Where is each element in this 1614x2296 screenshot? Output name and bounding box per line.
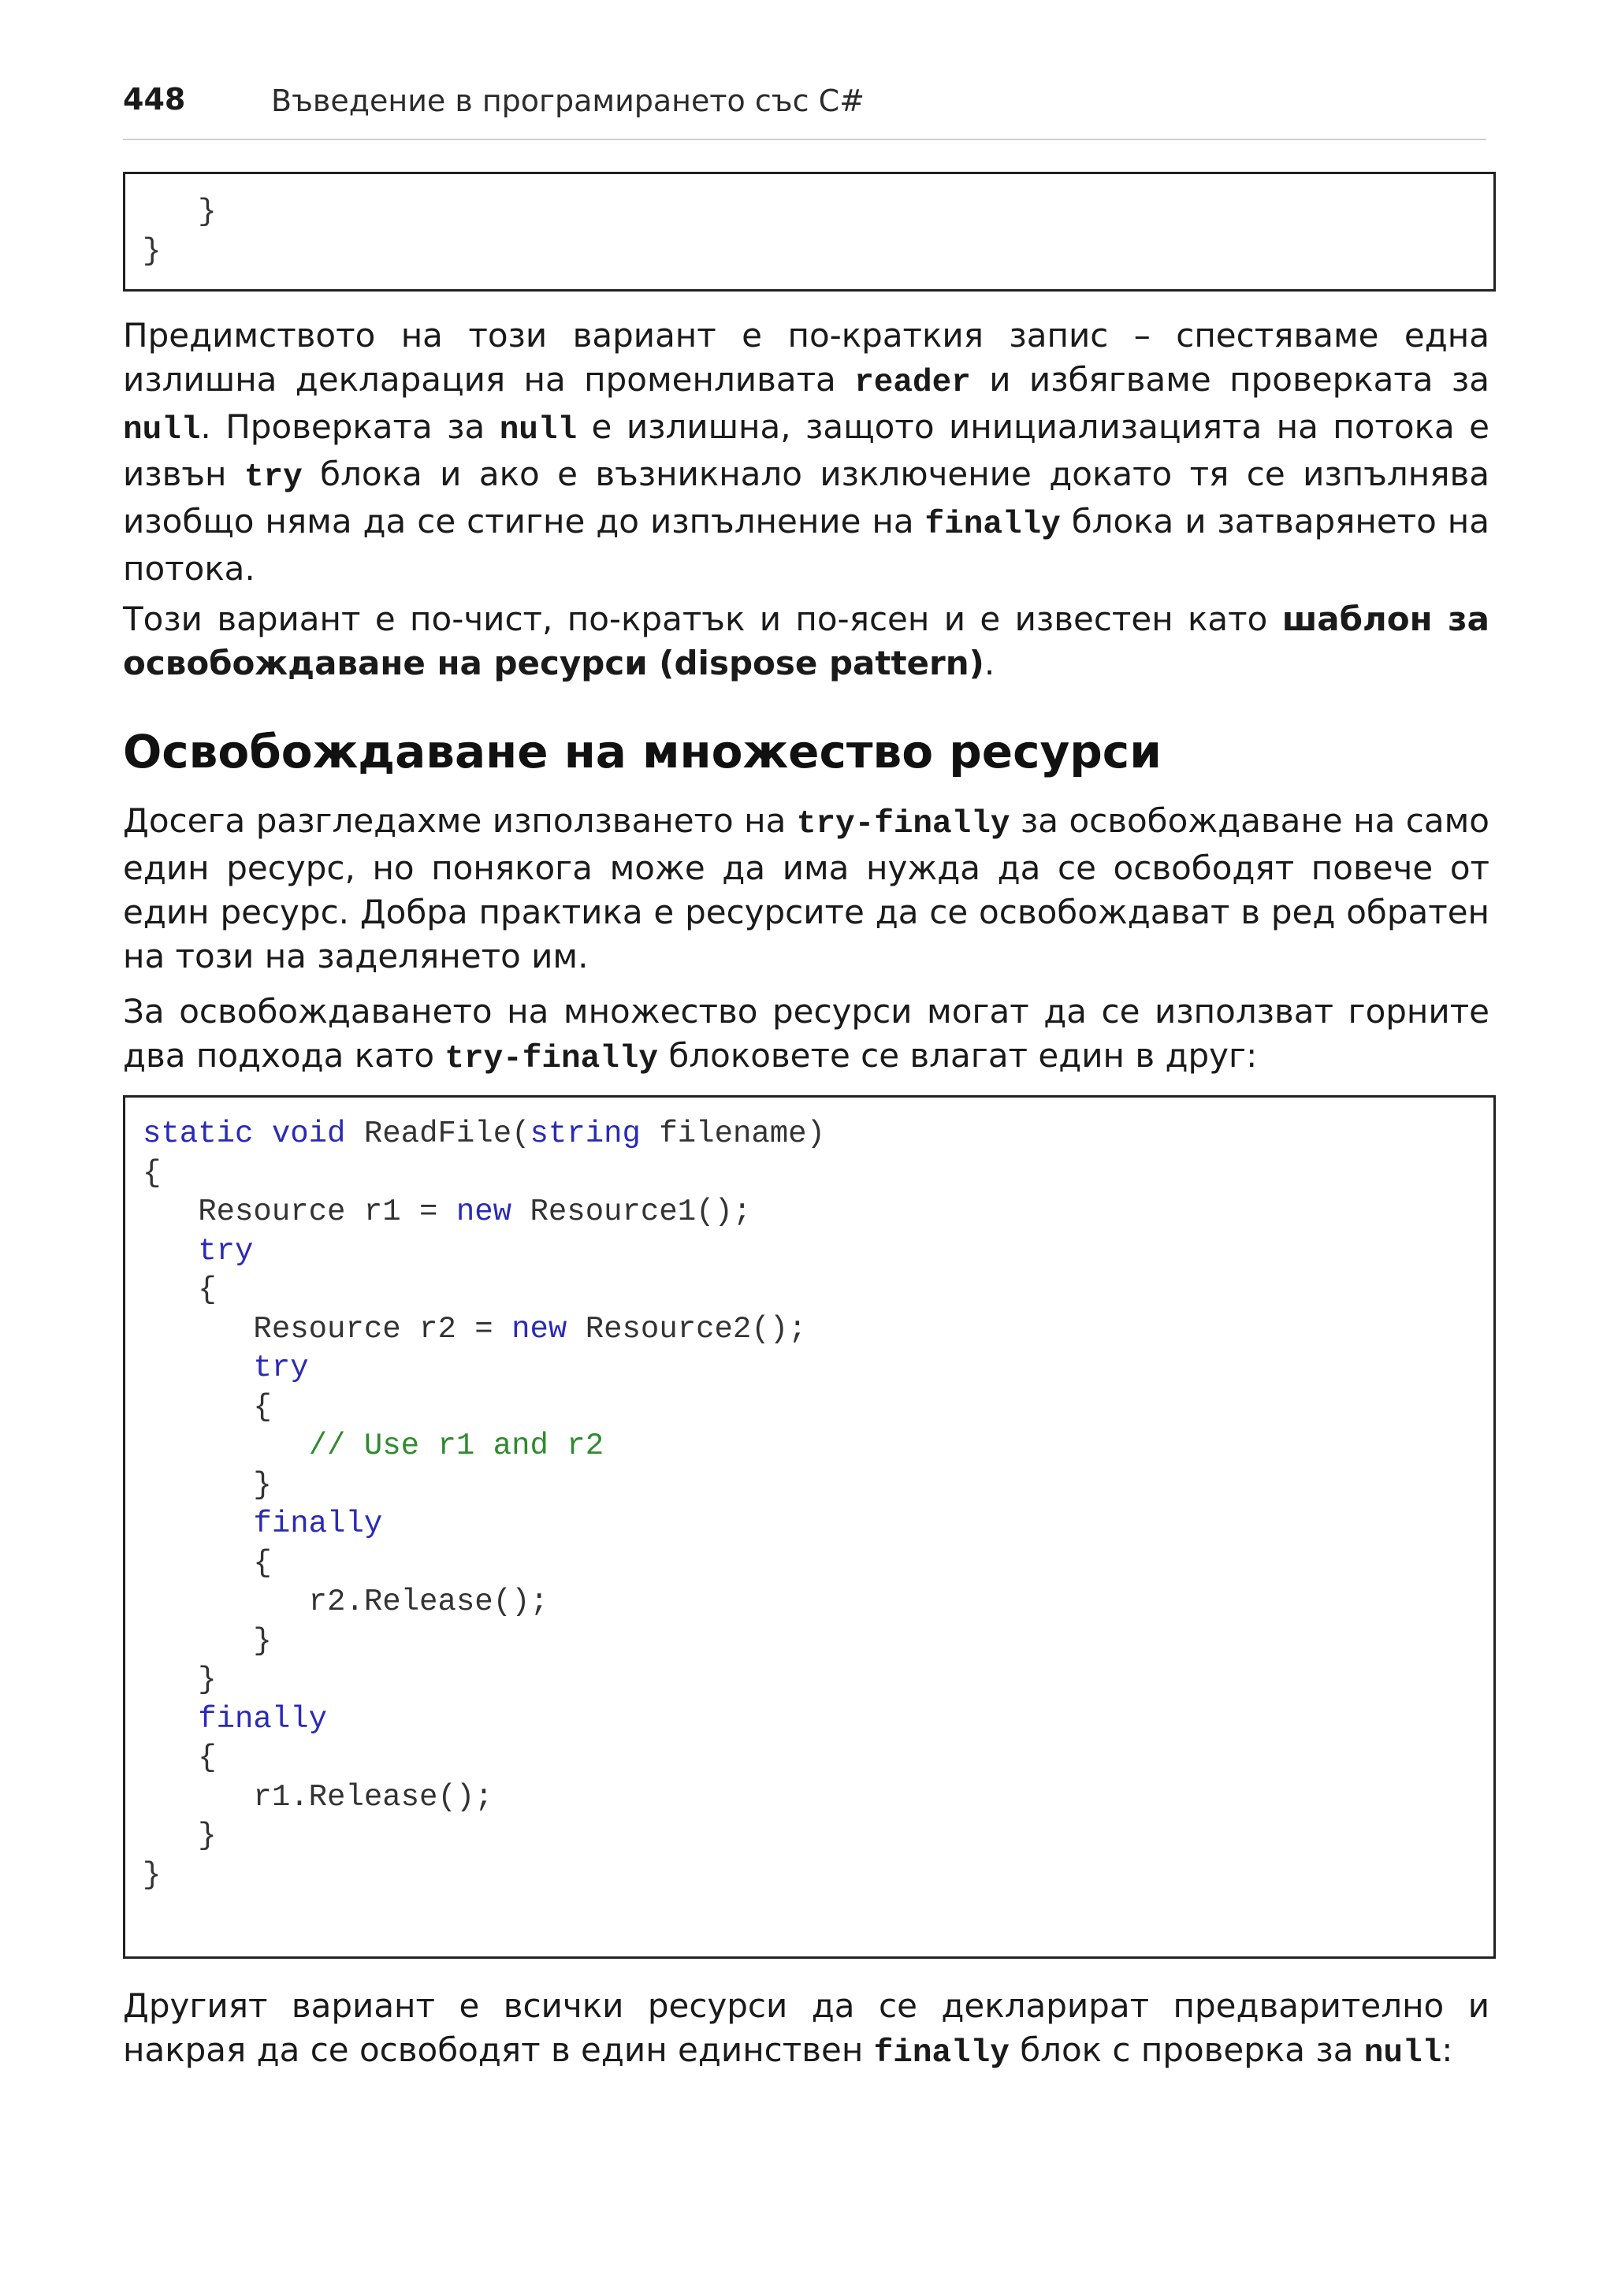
text: Този вариант е по-чист, по-кратък и по-ясен и е известен като: [123, 600, 1282, 638]
text: за освобождаване на само един ресурс, но понякога може да има нужда да се освободят повече от един ресурс. Добра практика е ресурсите да се освобождават в ред обратен на този на заделянето им.: [123, 801, 1489, 975]
code-line: }: [143, 1663, 217, 1697]
code-text: Resource r1 =: [143, 1194, 456, 1229]
inline-code: null: [1363, 2035, 1442, 2071]
page-number: 448: [123, 82, 186, 117]
paragraph-alternative: [123, 1984, 1489, 2075]
keyword: try: [198, 1233, 254, 1269]
code-comment: // Use r1 and r2: [308, 1428, 604, 1463]
text: Другият вариант е всички ресурси да се декларират предварително и накрая да се освободят в един единствен: [123, 1986, 1489, 2069]
code-line: {: [143, 1741, 217, 1775]
code-line: }: [143, 195, 217, 229]
paragraph-advantages: [123, 314, 1489, 591]
keyword: new: [456, 1194, 512, 1229]
code-line: {: [143, 1389, 272, 1425]
keyword: void: [271, 1116, 346, 1151]
code-text: Resource2();: [567, 1311, 807, 1347]
paragraph-multiple-resources: [123, 799, 1489, 979]
code-line: r1.Release();: [143, 1779, 493, 1815]
code-line: }: [143, 1819, 217, 1853]
paragraph-nested-approach: [123, 990, 1489, 1081]
text: блоковете се влагат един в друг:: [658, 1036, 1258, 1075]
code-line: [143, 1700, 1476, 1740]
text: :: [1441, 2030, 1453, 2069]
code-text: Resource r2 =: [143, 1311, 512, 1347]
text: За освобождаването на множество ресурси могат да се използват горните два подхода като: [123, 992, 1489, 1075]
inline-code: try-finally: [796, 806, 1010, 842]
code-text: filename): [640, 1116, 825, 1151]
code-text: Resource1();: [511, 1194, 752, 1229]
inline-code: null: [499, 412, 578, 448]
paragraph-dispose-pattern: [123, 597, 1489, 685]
inline-code: try: [244, 459, 303, 496]
code-line: }: [143, 233, 162, 269]
inline-code: finally: [873, 2035, 1010, 2071]
code-line: [143, 1310, 1476, 1350]
bold-term: шаблон за освобождаване на ресурси (dispose pattern): [123, 600, 1490, 682]
keyword: static: [143, 1116, 254, 1151]
keyword: finally: [253, 1507, 383, 1541]
code-block-top: [123, 172, 1496, 292]
inline-code: reader: [854, 365, 971, 401]
keyword: finally: [198, 1701, 328, 1737]
text: .: [984, 644, 995, 682]
page-header: [123, 82, 1486, 140]
code-line: [143, 1232, 1476, 1272]
inline-code: null: [123, 412, 201, 448]
keyword: string: [530, 1116, 641, 1151]
text: блока и затварянето на потока.: [123, 502, 1489, 588]
inline-code: try-finally: [444, 1041, 659, 1077]
code-line: [143, 1115, 1476, 1154]
code-line: r2.Release();: [143, 1585, 549, 1619]
book-title: Въведение в програмирането със C#: [271, 84, 865, 118]
code-line: [143, 1349, 1476, 1388]
text: блок с проверка за: [1009, 2030, 1364, 2069]
code-line: }: [143, 1857, 162, 1893]
code-text: ReadFile(: [345, 1116, 530, 1151]
section-heading: Освобождаване на множество ресурси: [123, 725, 1162, 778]
code-line: [143, 1427, 1476, 1466]
text: е излишна, защото инициализацията на потока е извън: [123, 407, 1489, 493]
code-block-main: [123, 1095, 1496, 1959]
code-line: {: [143, 1272, 217, 1307]
code-line: [143, 1505, 1476, 1544]
text: . Проверката за: [200, 407, 500, 446]
text: блока и ако е възникнало изключение докато тя се изпълнява изобщо няма да се стигне до изпълнение на: [123, 455, 1489, 541]
text: Досега разгледахме използването на: [123, 801, 797, 840]
text: Предимството на този вариант е по-краткия запис – спестяваме една излишна декларация на променливата: [123, 316, 1489, 399]
keyword: new: [511, 1311, 567, 1347]
text: и избягваме проверката за: [970, 360, 1489, 399]
inline-code: finally: [924, 507, 1061, 543]
code-line: [143, 1193, 1476, 1232]
code-line: {: [143, 1155, 162, 1191]
code-line: }: [143, 1467, 272, 1503]
keyword: try: [253, 1350, 309, 1385]
code-line: {: [143, 1545, 272, 1581]
code-line: }: [143, 1623, 272, 1659]
